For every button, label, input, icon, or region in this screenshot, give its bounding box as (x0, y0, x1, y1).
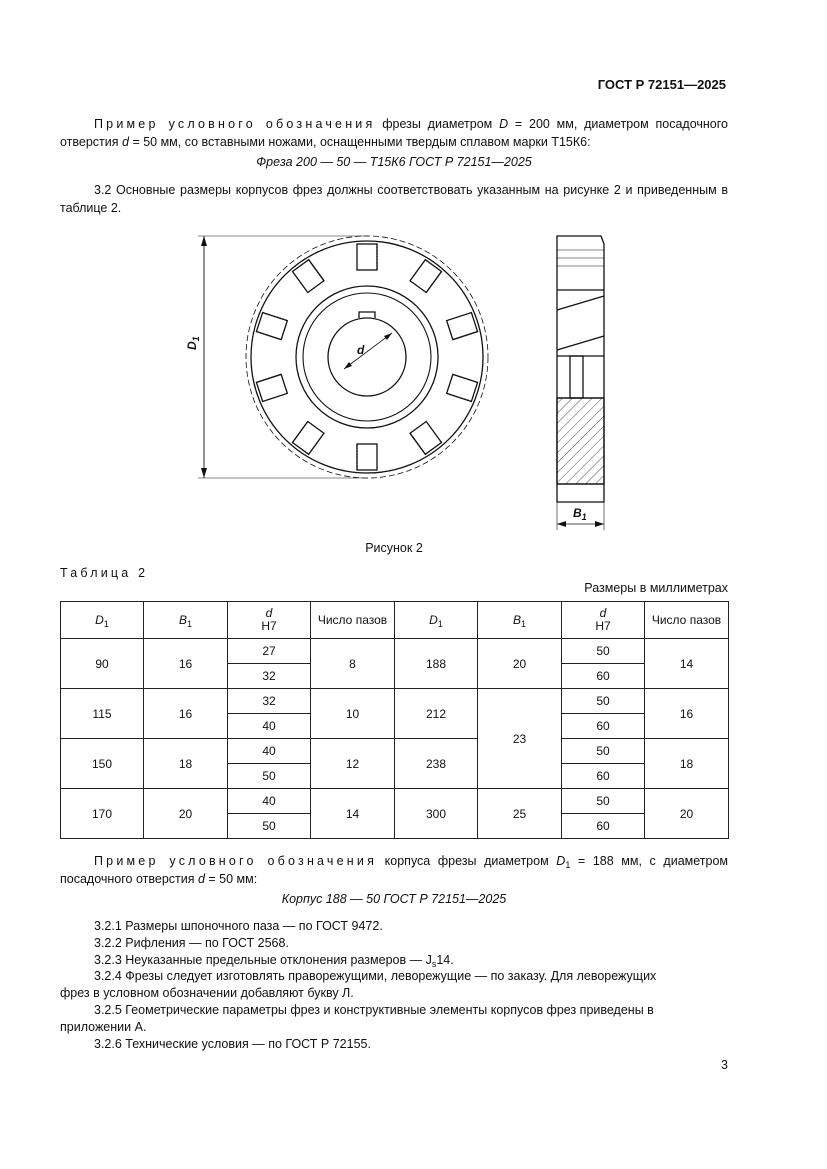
clause-3-2-4-cont: фрез в условном обозначении добавляют букву Л. (60, 986, 354, 1000)
figure-caption: Рисунок 2 (365, 541, 423, 555)
header-slots: Число пазов (645, 602, 729, 639)
clause-3-2-6: 3.2.6 Технические условия — по ГОСТ Р 72155. (94, 1037, 371, 1051)
table-row: 150 18 40 12 238 50 18 (61, 739, 729, 764)
dimension-d (344, 333, 392, 369)
figure-label-b1: $B_1$ (573, 506, 587, 522)
header-slots: Число пазов (311, 602, 395, 639)
clause-3-2: 3.2 Основные размеры корпусов фрез должны соответствовать указанным на рисунке 2 и приведенным в таблице 2. (60, 183, 728, 215)
example-label: Пример условного обозначения (94, 117, 376, 131)
header-b1: $B_1$ (144, 602, 228, 639)
table-2 (60, 601, 729, 839)
dimension-d1 (198, 236, 368, 478)
figure-label-d: d (357, 343, 365, 357)
example-2-paragraph: Пример условного обозначения корпуса фрезы диаметром $D_1 = 188$ мм, с диаметром посадочного отверстия d = 50 мм: (60, 854, 728, 886)
clause-3-2-4: 3.2.4 Фрезы следует изготовлять праворежущими, леворежущие — по заказу. Для леворежущих (94, 969, 657, 983)
clause-3-2-2: 3.2.2 Рифления — по ГОСТ 2568. (94, 936, 289, 950)
table-row: 50 60 (61, 814, 729, 839)
clause-3-2-5: 3.2.5 Геометрические параметры фрез и конструктивные элементы корпусов фрез приведены в (94, 1003, 654, 1017)
keyway (359, 312, 375, 318)
knife-slots (256, 244, 477, 470)
table-title: Таблица 2 (60, 566, 149, 580)
table-row: 32 60 (61, 664, 729, 689)
outer-circle (246, 236, 488, 478)
table-units: Размеры в миллиметрах (584, 581, 728, 595)
header-b1: $B_1$ (478, 602, 562, 639)
table-header-row (61, 602, 729, 639)
table-row: 40 60 (61, 714, 729, 739)
figure-label-d1: $D_1$ (185, 336, 201, 350)
clause-3-2-3: 3.2.3 Неуказанные предельные отклонения размеров — $J_s14$. (94, 953, 454, 969)
example-label: Пример условного обозначения (94, 854, 378, 868)
bore (328, 318, 406, 396)
header-d: d H7 (562, 602, 645, 639)
table-row: 170 20 40 14 300 25 50 20 (61, 789, 729, 814)
table-row: 50 60 (61, 764, 729, 789)
table-row: 90 16 27 8 188 20 50 14 (61, 639, 729, 664)
example-1-designation: Фреза 200 — 50 — Т15К6 ГОСТ Р 72151—2025 (256, 155, 532, 169)
cutter-body (251, 241, 483, 473)
side-view (557, 236, 604, 530)
clause-3-2-1: 3.2.1 Размеры шпоночного паза — по ГОСТ 9472. (94, 919, 383, 933)
example-1-paragraph: Пример условного обозначения фрезы диаметром D = 200 мм, диаметром посадочного отверстия d = 50 мм, со вставными ножами, оснащенными твердым сплавом марки Т15К6: (60, 117, 728, 149)
page-number: 3 (721, 1058, 728, 1072)
figure-2-drawing (170, 225, 640, 535)
document-header: ГОСТ Р 72151—2025 (597, 77, 726, 92)
table-row: 115 16 32 10 212 23 50 16 (61, 689, 729, 714)
example-2-designation: Корпус 188 — 50 ГОСТ Р 72151—2025 (281, 892, 507, 906)
header-d1: $D_1$ (61, 602, 144, 639)
clause-3-2-5-cont: приложении А. (60, 1020, 147, 1034)
hub-outer (296, 286, 438, 428)
header-d: d H7 (228, 602, 311, 639)
header-d1: $D_1$ (395, 602, 478, 639)
